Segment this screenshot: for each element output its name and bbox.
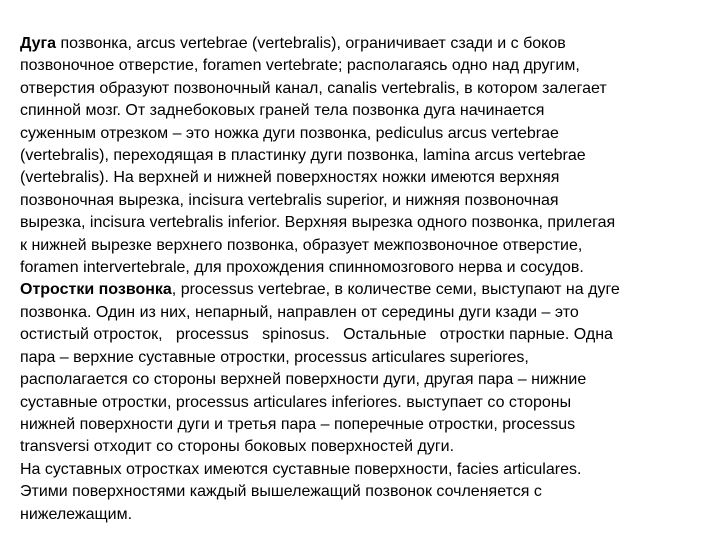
text-line-6: (vertebralis), переходящая в пластинку дуги позвонка, lamina arcus vertebrae (20, 147, 586, 165)
text-line-14: остистый отросток, processus spinosus. Остальные отростки парные. Одна (20, 326, 613, 344)
term-processes: Отростки позвонка (20, 281, 172, 299)
text-line-3: отверстия образуют позвоночный канал, canalis vertebralis, в котором залегает (20, 79, 607, 97)
text-line-8: позвоночная вырезка, incisura vertebralis superior, и нижняя позвоночная (20, 191, 559, 209)
text-line-20: На суставных отростках имеются суставные поверхности, facies articulares. (20, 460, 582, 478)
text-line-1: Дуга позвонка, arcus vertebrae (vertebralis), ограничивает сзади и с боков (20, 35, 566, 52)
text-line-22: нижележащим. (20, 505, 133, 523)
text-line-19: transversi отходит со стороны боковых поверхностей дуги. (20, 438, 455, 456)
term-arch: Дуга (20, 35, 57, 52)
text-line-15: пара – верхние суставные отростки, processus articulares superiores, (20, 348, 529, 366)
text-line-4: спинной мозг. От заднебоковых граней тела позвонка дуга начинается (20, 102, 545, 120)
text-line-10: к нижней вырезке верхнего позвонка, образует межпозвоночное отверстие, (20, 236, 583, 254)
text-line-13: позвонка. Один из них, непарный, направлен от середины дуги кзади – это (20, 303, 579, 321)
text-line-21: Этими поверхностями каждый вышележащий позвонок сочленяется с (20, 483, 542, 501)
text-line-16: располагается со стороны верхней поверхности дуги, другая пара – нижние (20, 371, 587, 389)
text-line-17: суставные отростки, processus articulares inferiores. выступает со стороны (20, 393, 572, 411)
text-line-18: нижней поверхности дуги и третья пара – поперечные отростки, processus (20, 415, 576, 433)
document-body (20, 33, 710, 526)
text-line-11: foramen intervertebrale, для прохождения спинномозгового нерва и сосудов. (20, 259, 584, 277)
text-line-7: (vertebralis). На верхней и нижней поверхностях ножки имеются верхняя (20, 169, 560, 187)
text-line-12: Отростки позвонка, processus vertebrae, в количестве семи, выступают на дуге (20, 281, 620, 299)
text-line-5: суженным отрезком – это ножка дуги позвонка, pediculus arcus vertebrae (20, 124, 559, 142)
text-line-2: позвоночное отверстие, foramen vertebrate; располагаясь одно над другим, (20, 57, 580, 75)
text-line-9: вырезка, incisura vertebralis inferior. Верхняя вырезка одного позвонка, прилегая (20, 214, 616, 232)
